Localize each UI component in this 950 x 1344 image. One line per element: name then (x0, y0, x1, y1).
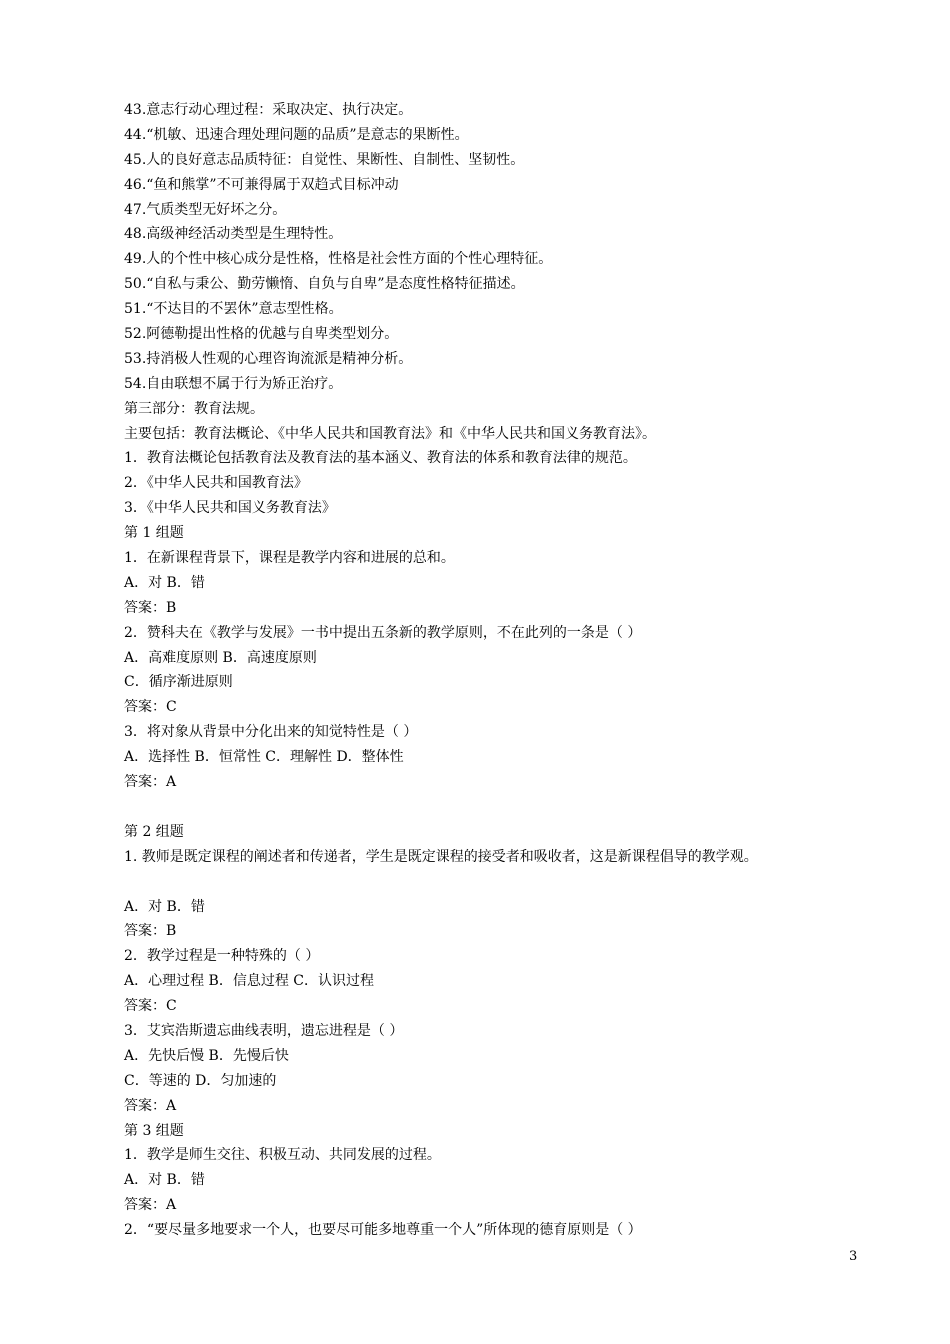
answer: 答案：A (124, 1197, 177, 1214)
options: A．对 B．错 (124, 1172, 205, 1189)
text-line: 48.高级神经活动类型是生理特性。 (124, 226, 343, 243)
answer: 答案：C (124, 699, 177, 716)
text-line: 45.人的良好意志品质特征：自觉性、果断性、自制性、坚韧性。 (124, 151, 525, 168)
text-line: 49.人的个性中核心成分是性格，性格是社会性方面的个性心理特征。 (124, 251, 553, 268)
question: 1. 教师是既定课程的阐述者和传递者，学生是既定课程的接受者和吸收者，这是新课程倡导的教学观。 (124, 848, 758, 865)
options: A．高难度原则 B．高速度原则 (124, 649, 317, 666)
options: A．选择性 B．恒常性 C．理解性 D．整体性 (124, 749, 404, 766)
text-line: 52.阿德勒提出性格的优越与自卑类型划分。 (124, 326, 399, 343)
text-line: 1．教育法概论包括教育法及教育法的基本涵义、教育法的体系和教育法律的规范。 (124, 450, 637, 467)
question: 1．教学是师生交往、积极互动、共同发展的过程。 (124, 1147, 441, 1164)
text-line: 43.意志行动心理过程：采取决定、执行决定。 (124, 102, 413, 118)
group-heading: 第 1 组题 (124, 525, 184, 542)
question: 2．“要尽量多地要求一个人，也要尽可能多地尊重一个人”所体现的德育原则是（ ） (124, 1222, 642, 1239)
text-line: 44.“机敏、迅速合理处理问题的品质”是意志的果断性。 (124, 126, 469, 143)
options: A．对 B．错 (124, 898, 205, 915)
options: C．循序渐进原则 (124, 674, 233, 691)
question: 2．教学过程是一种特殊的（ ） (124, 948, 320, 965)
answer: 答案：B (124, 923, 177, 940)
question: 2．赞科夫在《教学与发展》一书中提出五条新的教学原则，不在此列的一条是（ ） (124, 624, 642, 641)
document-body (124, 98, 884, 1243)
text-line: 47.气质类型无好坏之分。 (124, 201, 287, 218)
options: A．先快后慢 B．先慢后快 (124, 1047, 289, 1064)
question: 3．将对象从背景中分化出来的知觉特性是（ ） (124, 724, 418, 741)
text-line: 50.“自私与秉公、勤劳懒惰、自负与自卑”是态度性格特征描述。 (124, 276, 525, 293)
options: A．心理过程 B．信息过程 C．认识过程 (124, 973, 375, 990)
text-line: 54.自由联想不属于行为矫正治疗。 (124, 375, 343, 392)
section-heading: 第三部分：教育法规。 (124, 400, 264, 417)
text-line: 3．《中华人民共和国义务教育法》 (124, 500, 336, 517)
group-heading: 第 2 组题 (124, 823, 184, 840)
text-line: 53.持消极人性观的心理咨询流派是精神分析。 (124, 350, 413, 367)
question: 1．在新课程背景下，课程是教学内容和进展的总和。 (124, 550, 455, 567)
question: 3．艾宾浩斯遗忘曲线表明，遗忘进程是（ ） (124, 1022, 404, 1039)
options: C．等速的 D．匀加速的 (124, 1072, 277, 1089)
answer: 答案：B (124, 599, 177, 616)
text-line: 46.“鱼和熊掌”不可兼得属于双趋式目标冲动 (124, 176, 399, 193)
options: A．对 B．错 (124, 574, 205, 591)
text-line: 主要包括：教育法概论、《中华人民共和国教育法》和《中华人民共和国义务教育法》。 (124, 425, 656, 442)
blank-line (124, 870, 884, 895)
answer: 答案：C (124, 998, 177, 1015)
text-line: 51.“不达目的不罢休”意志型性格。 (124, 301, 343, 318)
text-line: 2．《中华人民共和国教育法》 (124, 475, 308, 492)
blank-line (124, 795, 884, 820)
page-number: 3 (849, 1249, 858, 1264)
answer: 答案：A (124, 774, 177, 791)
group-heading: 第 3 组题 (124, 1122, 184, 1139)
answer: 答案：A (124, 1097, 177, 1114)
